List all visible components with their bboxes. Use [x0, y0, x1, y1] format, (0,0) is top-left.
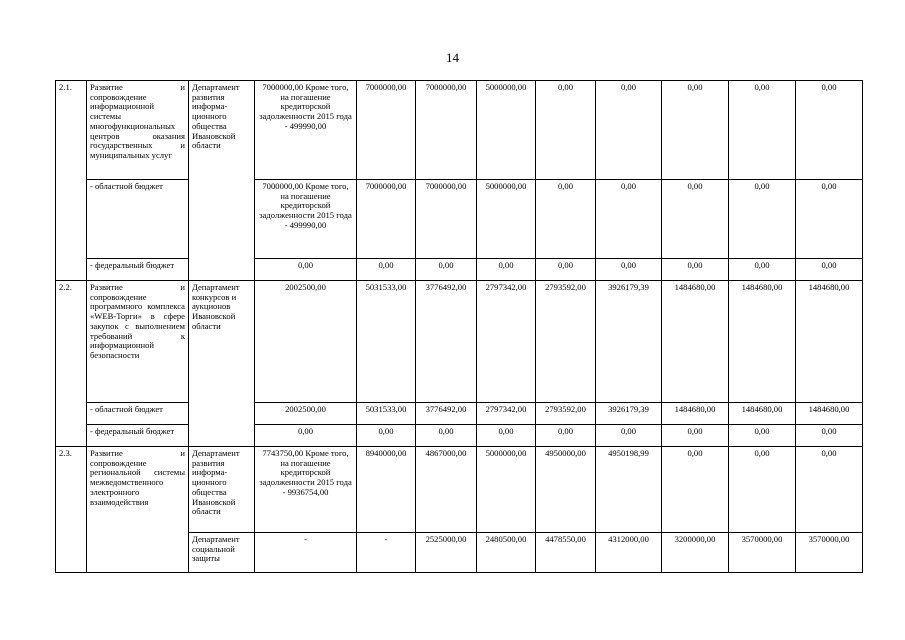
value-cell: 0,00	[596, 259, 662, 281]
plan-amount: 2002500,00	[255, 403, 357, 425]
department: Департамент развития информа-ционного общества Ивановской области	[189, 81, 255, 281]
value-cell: 0,00	[596, 81, 662, 180]
row-number: 2.2.	[56, 281, 87, 447]
table-row	[56, 180, 863, 259]
row-number: 2.1.	[56, 81, 87, 281]
value-cell: 0,00	[796, 425, 863, 447]
department: Департамент развития информа-ционного общества Ивановской области	[189, 447, 255, 533]
budget-source: - областной бюджет	[87, 180, 189, 259]
value-cell: 0,00	[596, 425, 662, 447]
value-cell: 2797342,00	[477, 403, 536, 425]
value-cell: 4867000,00	[416, 447, 477, 533]
value-cell: 0,00	[536, 81, 596, 180]
plan-amount: 2002500,00	[255, 281, 357, 403]
plan-amount: 0,00	[255, 259, 357, 281]
budget-source: - областной бюджет	[87, 403, 189, 425]
row-number: 2.3.	[56, 447, 87, 573]
value-cell: 8940000,00	[357, 447, 416, 533]
value-cell: 0,00	[662, 447, 729, 533]
value-cell: 0,00	[796, 180, 863, 259]
value-cell: 0,00	[662, 81, 729, 180]
value-cell: 0,00	[416, 425, 477, 447]
table-row	[56, 447, 863, 533]
plan-amount: 7000000,00 Кроме того, на погашение кредиторской задолженности 2015 года - 499990,00	[255, 81, 357, 180]
department: Департамент конкурсов и аукционов Ивановской области	[189, 281, 255, 447]
value-cell: 3200000,00	[662, 533, 729, 573]
value-cell: 0,00	[357, 259, 416, 281]
value-cell: 0,00	[477, 259, 536, 281]
value-cell: 3776492,00	[416, 281, 477, 403]
department: Департамент социальной защиты	[189, 533, 255, 573]
activity-name: Развитие и сопровождение программного комплекса «WEB-Торги» в сфере закупок с выполнением требований к информационной безопасности	[87, 281, 189, 403]
value-cell: 1484680,00	[729, 281, 796, 403]
value-cell: 4950000,00	[536, 447, 596, 533]
value-cell: 1484680,00	[729, 403, 796, 425]
value-cell: 0,00	[416, 259, 477, 281]
value-cell: 0,00	[536, 425, 596, 447]
value-cell: 7000000,00	[357, 81, 416, 180]
activity-name: Развитие и сопровождение информационной системы многофункциональных центров оказания государственных и муниципальных услуг	[87, 81, 189, 180]
value-cell: 1484680,00	[662, 403, 729, 425]
value-cell: 0,00	[662, 180, 729, 259]
value-cell: 5031533,00	[357, 403, 416, 425]
value-cell: 3570000,00	[729, 533, 796, 573]
activity-name: Развитие и сопровождение региональной системы межведомственного электронного взаимодействия	[87, 447, 189, 573]
value-cell: 3570000,00	[796, 533, 863, 573]
plan-amount: -	[255, 533, 357, 573]
value-cell: -	[357, 533, 416, 573]
budget-source: - федеральный бюджет	[87, 259, 189, 281]
value-cell: 0,00	[729, 259, 796, 281]
value-cell: 0,00	[662, 259, 729, 281]
value-cell: 0,00	[796, 81, 863, 180]
table-row	[56, 425, 863, 447]
plan-amount: 7743750,00 Кроме того, на погашение кредиторской задолженности 2015 года - 9936754,00	[255, 447, 357, 533]
value-cell: 0,00	[596, 180, 662, 259]
value-cell: 0,00	[729, 425, 796, 447]
table-row	[56, 81, 863, 180]
value-cell: 1484680,00	[796, 403, 863, 425]
value-cell: 2480500,00	[477, 533, 536, 573]
value-cell: 2525000,00	[416, 533, 477, 573]
budget-table	[55, 80, 863, 573]
page-number: 14	[446, 50, 459, 65]
plan-amount: 0,00	[255, 425, 357, 447]
table-row	[56, 281, 863, 403]
value-cell: 2793592,00	[536, 403, 596, 425]
value-cell: 5031533,00	[357, 281, 416, 403]
table-row	[56, 259, 863, 281]
value-cell: 5000000,00	[477, 447, 536, 533]
value-cell: 4950198,99	[596, 447, 662, 533]
value-cell: 3926179,39	[596, 281, 662, 403]
value-cell: 1484680,00	[662, 281, 729, 403]
value-cell: 4478550,00	[536, 533, 596, 573]
value-cell: 4312000,00	[596, 533, 662, 573]
value-cell: 0,00	[662, 425, 729, 447]
value-cell: 2797342,00	[477, 281, 536, 403]
value-cell: 7000000,00	[416, 81, 477, 180]
value-cell: 0,00	[536, 259, 596, 281]
value-cell: 5000000,00	[477, 180, 536, 259]
value-cell: 1484680,00	[796, 281, 863, 403]
value-cell: 7000000,00	[357, 180, 416, 259]
value-cell: 0,00	[729, 447, 796, 533]
value-cell: 2793592,00	[536, 281, 596, 403]
value-cell: 0,00	[796, 447, 863, 533]
budget-source: - федеральный бюджет	[87, 425, 189, 447]
value-cell: 0,00	[477, 425, 536, 447]
plan-amount: 7000000,00 Кроме того, на погашение кредиторской задолженности 2015 года - 499990,00	[255, 180, 357, 259]
value-cell: 0,00	[796, 259, 863, 281]
value-cell: 7000000,00	[416, 180, 477, 259]
value-cell: 3776492,00	[416, 403, 477, 425]
table-row	[56, 403, 863, 425]
value-cell: 5000000,00	[477, 81, 536, 180]
value-cell: 0,00	[536, 180, 596, 259]
value-cell: 0,00	[729, 180, 796, 259]
value-cell: 0,00	[729, 81, 796, 180]
value-cell: 3926179,39	[596, 403, 662, 425]
value-cell: 0,00	[357, 425, 416, 447]
